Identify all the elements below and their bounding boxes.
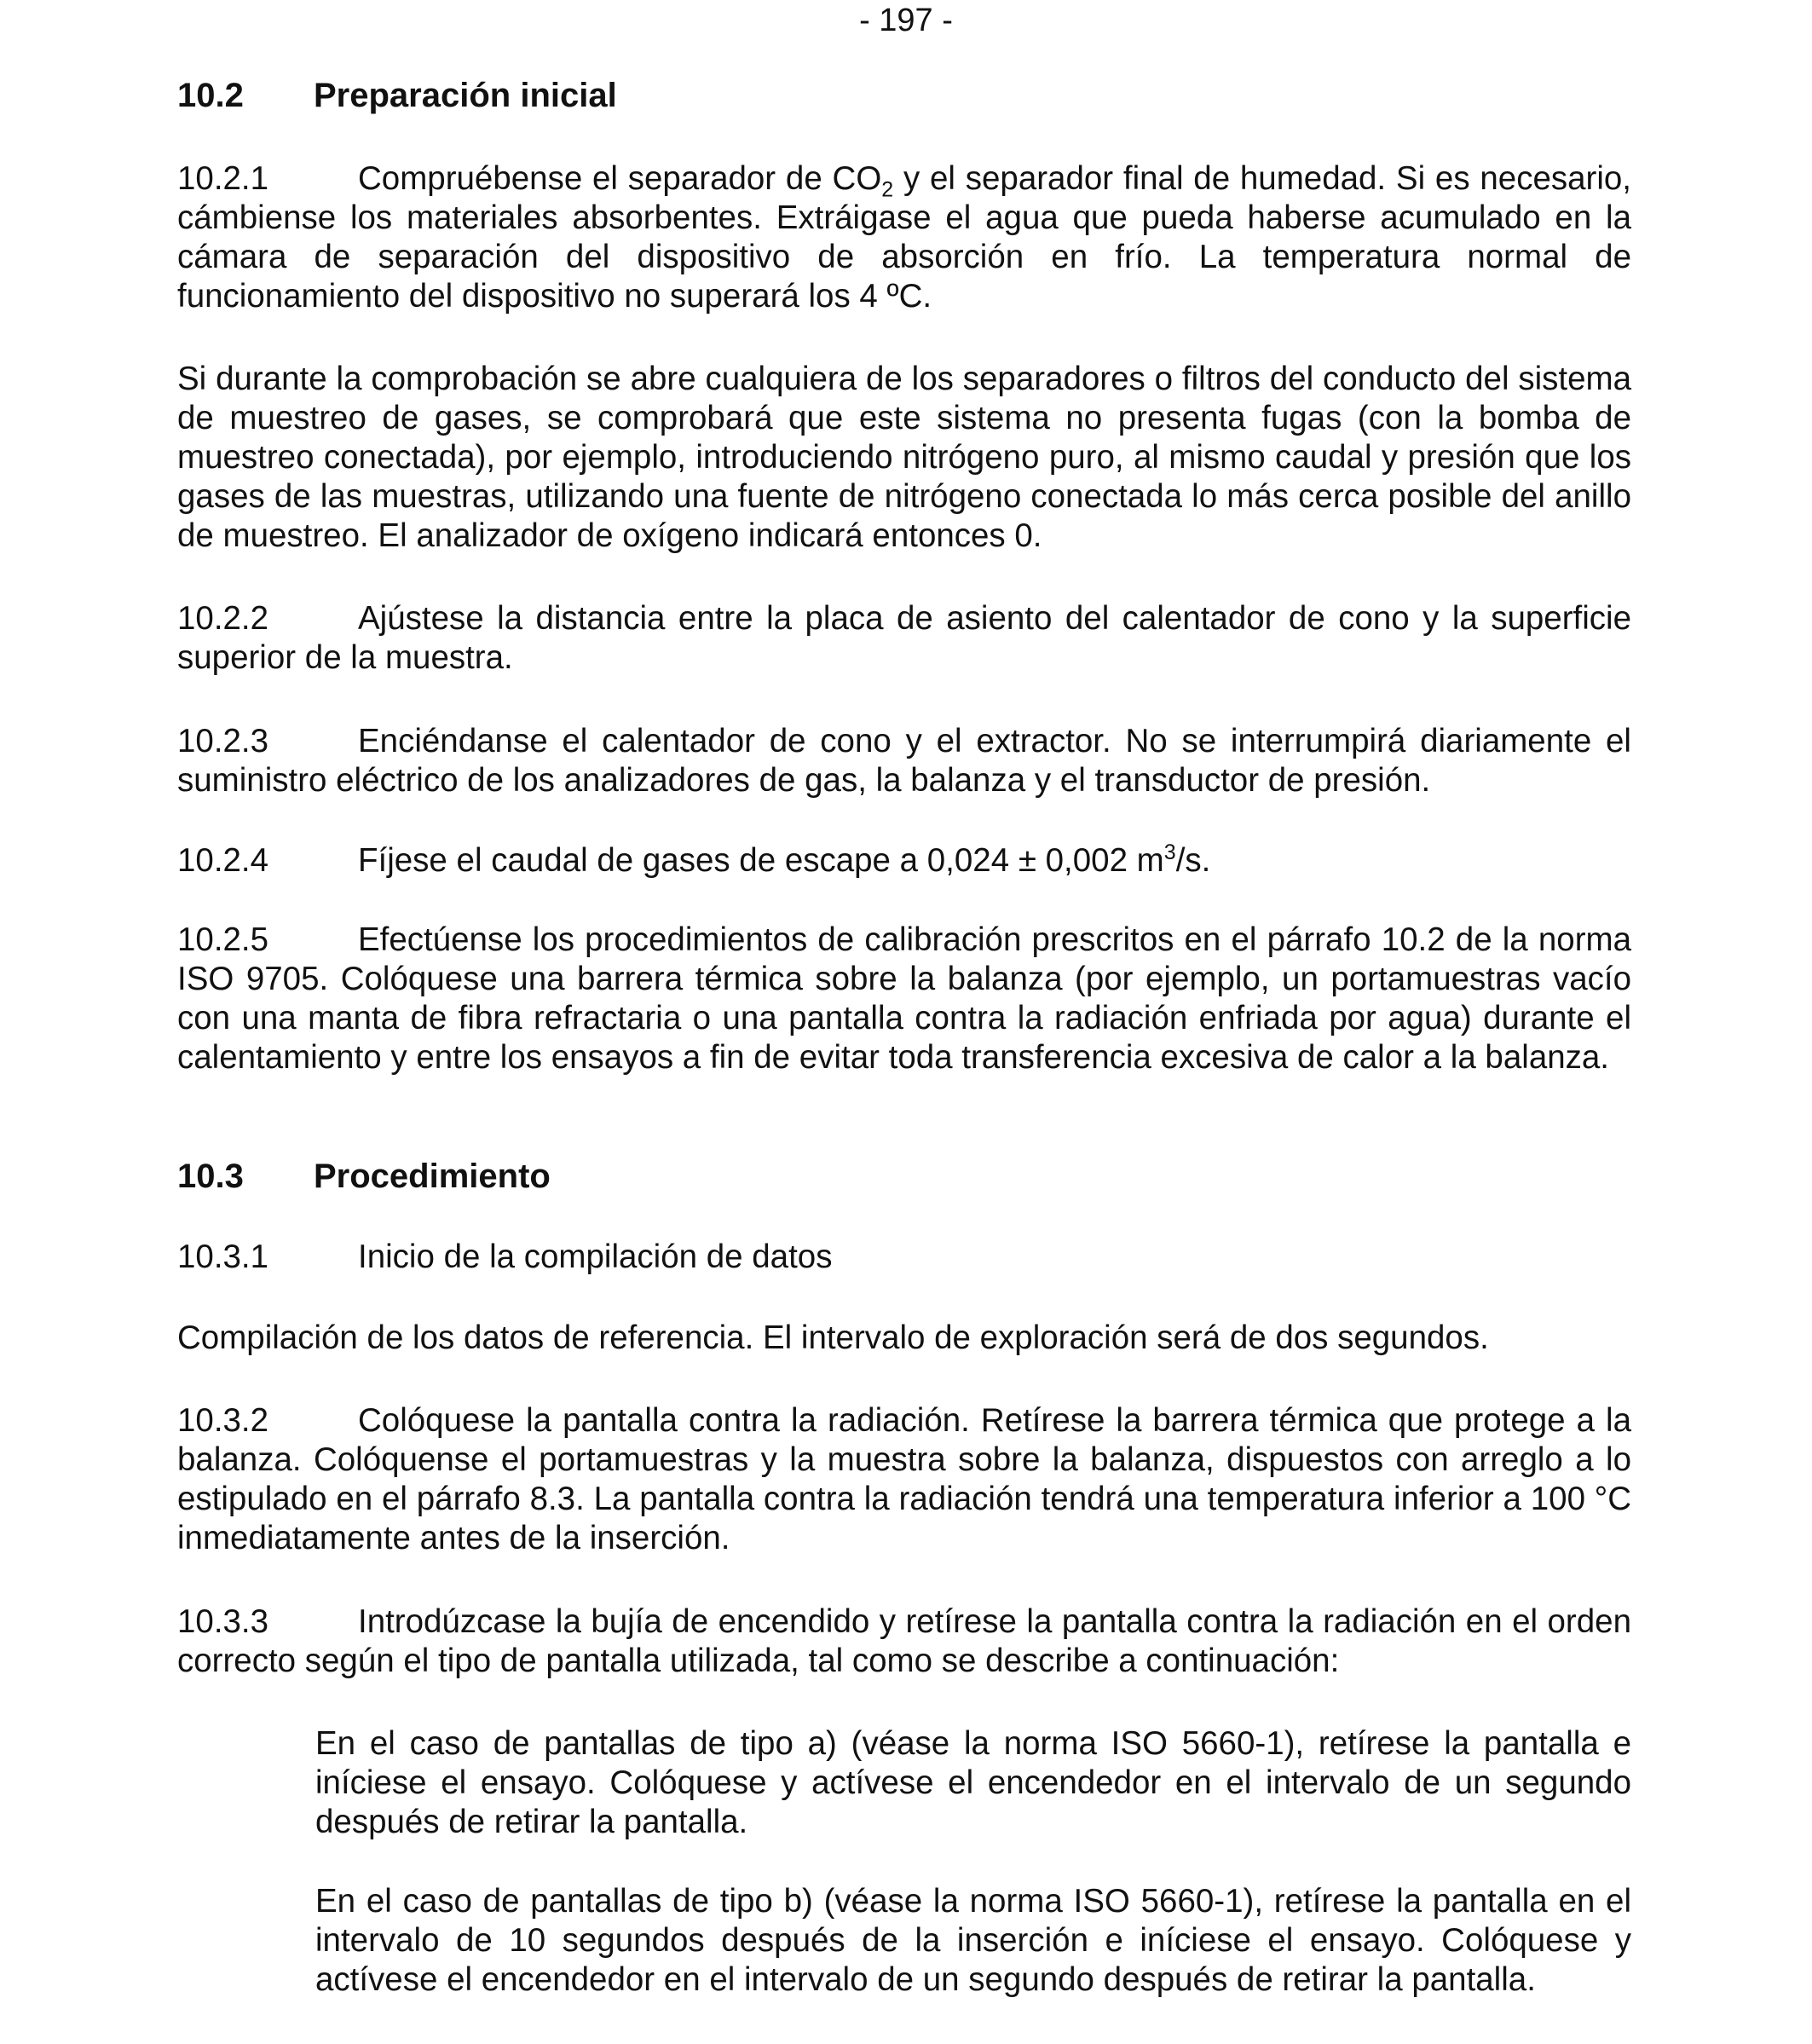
paragraph-number: 10.3.1 xyxy=(177,1239,269,1275)
page-number: - 197 - xyxy=(859,3,953,38)
superscript: 3 xyxy=(1163,840,1176,865)
paragraph-number: 10.3.3 xyxy=(177,1603,269,1640)
section-number: 10.2 xyxy=(177,77,244,114)
paragraph-number: 10.2.2 xyxy=(177,600,269,637)
paragraph-text: Compruébense el separador de CO xyxy=(358,160,882,197)
paragraph-text: Ajústese la distancia entre la placa de asiento del calentador de cono y la superficie superior de la muestra. xyxy=(177,600,1631,676)
section-heading-10-2 xyxy=(177,75,617,116)
paragraph-number: 10.2.5 xyxy=(177,921,269,958)
paragraph-10-2-1 xyxy=(177,159,1631,316)
paragraph-text: Enciéndanse el calentador de cono y el extractor. No se interrumpirá diariamente el suministro eléctrico de los analizadores de gas, la balanza y el transductor de presión. xyxy=(177,723,1631,799)
paragraph-text: Fíjese el caudal de gases de escape a 0,024 ± 0,002 m xyxy=(358,842,1164,879)
paragraph-10-2-2 xyxy=(177,599,1631,678)
paragraph-screen-type-b: En el caso de pantallas de tipo b) (véase la norma ISO 5660-1), retírese la pantalla en el intervalo de 10 segundos después de la inserción e iníciese el ensayo. Colóquese y actívese el encendedor en el intervalo de un segundo después de retirar la pantalla. xyxy=(315,1883,1631,1998)
paragraph-10-3-2 xyxy=(177,1401,1631,1558)
subscript: 2 xyxy=(881,177,894,202)
section-title: Procedimiento xyxy=(314,1158,551,1195)
paragraph-10-3-3 xyxy=(177,1602,1631,1681)
paragraph-number: 10.3.2 xyxy=(177,1402,269,1439)
paragraph-number: 10.2.4 xyxy=(177,842,269,879)
paragraph-10-2-4 xyxy=(177,841,1631,881)
paragraph-10-2-1-leak-check: Si durante la comprobación se abre cualquiera de los separadores o filtros del conducto del sistema de muestreo de gases, se comprobará que este sistema no presenta fugas (con la bomba de muestreo conectada), por ejemplo, introduciendo nitrógeno puro, al mismo caudal y presión que los gases de las muestras, utilizando una fuente de nitrógeno conectada lo más cerca posible del anillo de muestreo. El analizador de oxígeno indicará entonces 0. xyxy=(177,361,1631,554)
paragraph-10-2-5 xyxy=(177,921,1631,1077)
paragraph-text: Colóquese la pantalla contra la radiación. Retírese la barrera térmica que protege a la balanza. Colóquense el portamuestras y la muestra sobre la balanza, dispuestos con arreglo a lo estipulado en el párrafo 8.3. La pantalla contra la radiación tendrá una temperatura inferior a 100 °C inmediatamente antes de la inserción. xyxy=(177,1402,1631,1556)
paragraph-text-continued: y el separador final de humedad. Si es necesario, cámbiense los materiales absorbentes. Extráigase el agua que pueda haberse acumulado en la cámara de separación del dispositivo de absorción en frío. La temperatura normal de funcionamiento del dispositivo no superará los 4 ºC. xyxy=(177,160,1631,315)
paragraph-text: Introdúzcase la bujía de encendido y retírese la pantalla contra la radiación en el orden correcto según el tipo de pantalla utilizada, tal como se describe a continuación: xyxy=(177,1603,1631,1679)
paragraph-text-continued: /s. xyxy=(1175,842,1211,879)
paragraph-screen-type-a: En el caso de pantallas de tipo a) (véase la norma ISO 5660-1), retírese la pantalla e iníciese el ensayo. Colóquese y actívese el encendedor en el intervalo de un segundo después de retirar la pantalla. xyxy=(315,1725,1631,1840)
paragraph-number: 10.2.1 xyxy=(177,160,269,197)
section-heading-10-3 xyxy=(177,1156,551,1197)
paragraph-10-2-3 xyxy=(177,722,1631,800)
paragraph-text: Inicio de la compilación de datos xyxy=(358,1239,833,1275)
paragraph-number: 10.2.3 xyxy=(177,723,269,759)
paragraph-10-3-1 xyxy=(177,1238,1631,1277)
section-title: Preparación inicial xyxy=(314,77,617,114)
paragraph-10-3-1-reference-data: Compilación de los datos de referencia. El intervalo de exploración será de dos segundos. xyxy=(177,1319,1489,1356)
section-number: 10.3 xyxy=(177,1158,244,1195)
paragraph-text: Efectúense los procedimientos de calibración prescritos en el párrafo 10.2 de la norma ISO 9705. Colóquese una barrera térmica sobre la balanza (por ejemplo, un portamuestras vacío con una manta de fibra refractaria o una pantalla contra la radiación enfriada por agua) durante el calentamiento y entre los ensayos a fin de evitar toda transferencia excesiva de calor a la balanza. xyxy=(177,921,1631,1076)
